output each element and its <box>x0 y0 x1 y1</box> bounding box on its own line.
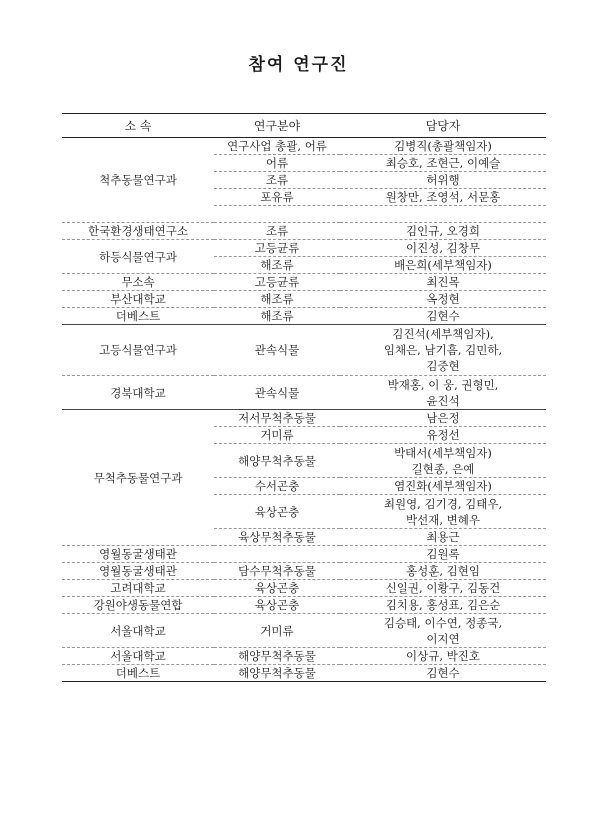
table-row <box>62 614 546 648</box>
table-row <box>62 648 546 665</box>
person-in-charge-cell: 김현수 <box>340 665 546 682</box>
research-field-cell: 조류 <box>214 172 340 189</box>
affiliation-cell: 더베스트 <box>62 308 214 325</box>
affiliation-cell: 무소속 <box>62 274 214 291</box>
table-body <box>62 138 546 682</box>
person-in-charge-cell: 홍성훈, 김현임 <box>340 563 546 580</box>
research-field-cell: 해양무척추동물 <box>214 444 340 478</box>
affiliation-cell: 한국환경생태연구소 <box>62 223 214 240</box>
person-in-charge-cell: 염진화(세부책임자) <box>340 478 546 495</box>
research-field-cell: 어류 <box>214 155 340 172</box>
research-field-cell: 육상곤충 <box>214 597 340 614</box>
person-in-charge-cell: 신일권, 이황구, 김동건 <box>340 580 546 597</box>
affiliation-cell: 하등식물연구과 <box>62 240 214 274</box>
affiliation-cell: 척추동물연구과 <box>62 138 214 223</box>
research-field-cell: 해양무척추동물 <box>214 665 340 682</box>
person-in-charge-cell: 김현수 <box>340 308 546 325</box>
person-in-charge-cell: 원창만, 조영석, 서문홍 <box>340 189 546 206</box>
table-row <box>62 597 546 614</box>
research-field-cell: 고등균류 <box>214 240 340 257</box>
person-in-charge-cell: 김원록 <box>340 546 546 563</box>
research-field-cell: 연구사업 총괄, 어류 <box>214 138 340 155</box>
person-in-charge-cell: 박재홍, 이 웅, 권형민, 윤진석 <box>340 376 546 410</box>
research-field-cell: 해조류 <box>214 291 340 308</box>
affiliation-cell: 무척추동물연구과 <box>62 410 214 546</box>
research-field-cell: 해조류 <box>214 308 340 325</box>
research-field-cell: 해양무척추동물 <box>214 648 340 665</box>
research-field-cell: 조류 <box>214 223 340 240</box>
research-field-cell <box>214 206 340 223</box>
research-field-cell: 육상곤충 <box>214 495 340 529</box>
table-row <box>62 308 546 325</box>
person-in-charge-cell: 최원영, 김기경, 김태우, 박선재, 변혜우 <box>340 495 546 529</box>
person-in-charge-cell: 박태서(세부책임자) 길현종, 은예 <box>340 444 546 478</box>
table-row <box>62 274 546 291</box>
table-row <box>62 240 546 257</box>
research-field-cell: 저서무척추동물 <box>214 410 340 427</box>
person-in-charge-cell: 김치용, 홍성표, 김은순 <box>340 597 546 614</box>
research-field-cell: 관속식물 <box>214 376 340 410</box>
table-row <box>62 376 546 410</box>
research-field-cell: 담수무척추동물 <box>214 563 340 580</box>
research-field-cell: 해조류 <box>214 257 340 274</box>
research-field-cell: 수서곤충 <box>214 478 340 495</box>
affiliation-cell: 더베스트 <box>62 665 214 682</box>
research-field-cell: 고등균류 <box>214 274 340 291</box>
table-row <box>62 138 546 155</box>
person-in-charge-cell: 김진석(세부책임자), 임채은, 남기흠, 김민하, 김중현 <box>340 325 546 376</box>
table-row <box>62 291 546 308</box>
research-field-cell: 거미류 <box>214 614 340 648</box>
research-field-cell: 육상곤충 <box>214 580 340 597</box>
table-row <box>62 580 546 597</box>
table-row <box>62 563 546 580</box>
person-in-charge-cell <box>340 206 546 223</box>
affiliation-cell: 영월동굴생태관 <box>62 563 214 580</box>
person-in-charge-cell: 최용근 <box>340 529 546 546</box>
person-in-charge-cell: 유정선 <box>340 427 546 444</box>
person-in-charge-cell: 허위행 <box>340 172 546 189</box>
affiliation-cell: 서울대학교 <box>62 614 214 648</box>
person-in-charge-cell: 최진목 <box>340 274 546 291</box>
header-affiliation: 소 속 <box>62 114 214 138</box>
person-in-charge-cell: 배은희(세부책임자) <box>340 257 546 274</box>
affiliation-cell: 부산대학교 <box>62 291 214 308</box>
header-research-field: 연구분야 <box>214 114 340 138</box>
research-field-cell <box>214 546 340 563</box>
person-in-charge-cell: 김인규, 오경희 <box>340 223 546 240</box>
table-row <box>62 223 546 240</box>
affiliation-cell: 고등식물연구과 <box>62 325 214 376</box>
person-in-charge-cell: 이상규, 박진호 <box>340 648 546 665</box>
affiliation-cell: 경북대학교 <box>62 376 214 410</box>
person-in-charge-cell: 옥정현 <box>340 291 546 308</box>
person-in-charge-cell: 이진성, 김창무 <box>340 240 546 257</box>
affiliation-cell: 강원야생동물연합 <box>62 597 214 614</box>
page-title: 참여 연구진 <box>248 55 349 75</box>
person-in-charge-cell: 남은정 <box>340 410 546 427</box>
person-in-charge-cell: 김병직(총괄책임자) <box>340 138 546 155</box>
person-in-charge-cell: 김승태, 이수연, 정종국, 이지연 <box>340 614 546 648</box>
research-team-table <box>62 113 546 682</box>
research-field-cell: 포유류 <box>214 189 340 206</box>
affiliation-cell: 영월동굴생태관 <box>62 546 214 563</box>
table-row <box>62 546 546 563</box>
research-field-cell: 거미류 <box>214 427 340 444</box>
affiliation-cell: 고려대학교 <box>62 580 214 597</box>
research-field-cell: 육상무척추동물 <box>214 529 340 546</box>
affiliation-cell: 서울대학교 <box>62 648 214 665</box>
table-header-row <box>62 114 546 138</box>
person-in-charge-cell: 최승호, 조현근, 이예슬 <box>340 155 546 172</box>
table-row <box>62 410 546 427</box>
table-row <box>62 325 546 376</box>
header-person-in-charge: 담당자 <box>340 114 546 138</box>
research-field-cell: 관속식물 <box>214 325 340 376</box>
table-row <box>62 665 546 682</box>
